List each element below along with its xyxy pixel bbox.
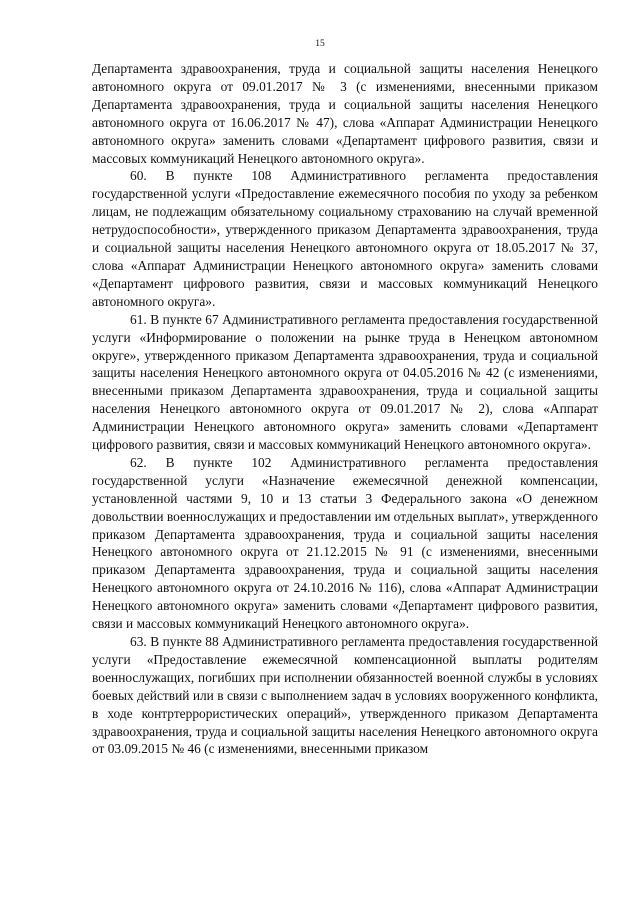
paragraph-item-61: 61. В пункте 67 Административного регламента предоставления государственной услуги «Информирование о положении на рынке труда в Ненецком автономном округе», утвержденного приказом Департамента здравоохранения, труда и социальной защиты населения Ненецкого автономного округа от 04.05.2016 № 42 (с изменениями, внесенными приказом Департамента здравоохранения, труда и социальной защиты населения Ненецкого автономного округа от 09.01.2017 № 2), слова «Аппарат Администрации Ненецкого автономного округа» заменить словами «Департамент цифрового развития, связи и массовых коммуникаций Ненецкого автономного округа». — [92, 311, 598, 453]
paragraph-item-62: 62. В пункте 102 Административного регламента предоставления государственной услуги «Назначение ежемесячной денежной компенсации, установленной частями 9, 10 и 13 статьи 3 Федерального закона «О денежном довольствии военнослужащих и предоставлении им отдельных выплат», утвержденного приказом Департамента здравоохранения, труда и социальной защиты населения Ненецкого автономного округа от 21.12.2015 № 91 (с изменениями, внесенными приказом Департамента здравоохранения, труда и социальной защиты населения Ненецкого автономного округа от 24.10.2016 № 116), слова «Аппарат Администрации Ненецкого автономного округа» заменить словами «Департамент цифрового развития, связи и массовых коммуникаций Ненецкого автономного округа». — [92, 454, 598, 632]
document-body — [92, 60, 598, 758]
page-number: 15 — [315, 39, 325, 49]
paragraph-item-63: 63. В пункте 88 Административного регламента предоставления государственной услуги «Предоставление ежемесячной компенсационной выплаты родителям военнослужащих, погибших при исполнении обязанностей военной службы в условиях боевых действий или в связи с выполнением задач в условиях вооруженного конфликта, в ходе контртеррористических операций», утвержденного приказом Департамента здравоохранения, труда и социальной защиты населения Ненецкого автономного округа от 03.09.2015 № 46 (с изменениями, внесенными приказом — [92, 634, 598, 757]
paragraph-continuation: Департамента здравоохранения, труда и социальной защиты населения Ненецкого автономного округа от 09.01.2017 № 3 (с изменениями, внесенными приказом Департамента здравоохранения, труда и социальной защиты населения Ненецкого автономного округа от 16.06.2017 № 47), слова «Аппарат Администрации Ненецкого автономного округа» заменить словами «Департамент цифрового развития, связи и массовых коммуникаций Ненецкого автономного округа». — [92, 61, 598, 166]
paragraph-item-60: 60. В пункте 108 Административного регламента предоставления государственной услуги «Предоставление ежемесячного пособия по уходу за ребенком лицам, не подлежащим обязательному социальному страхованию на случай временной нетрудоспособности», утвержденного приказом Департамента здравоохранения, труда и социальной защиты населения Ненецкого автономного округа от 18.05.2017 № 37, слова «Аппарат Администрации Ненецкого автономного округа» заменить словами «Департамент цифрового развития, связи и массовых коммуникаций Ненецкого автономного округа». — [92, 168, 598, 309]
